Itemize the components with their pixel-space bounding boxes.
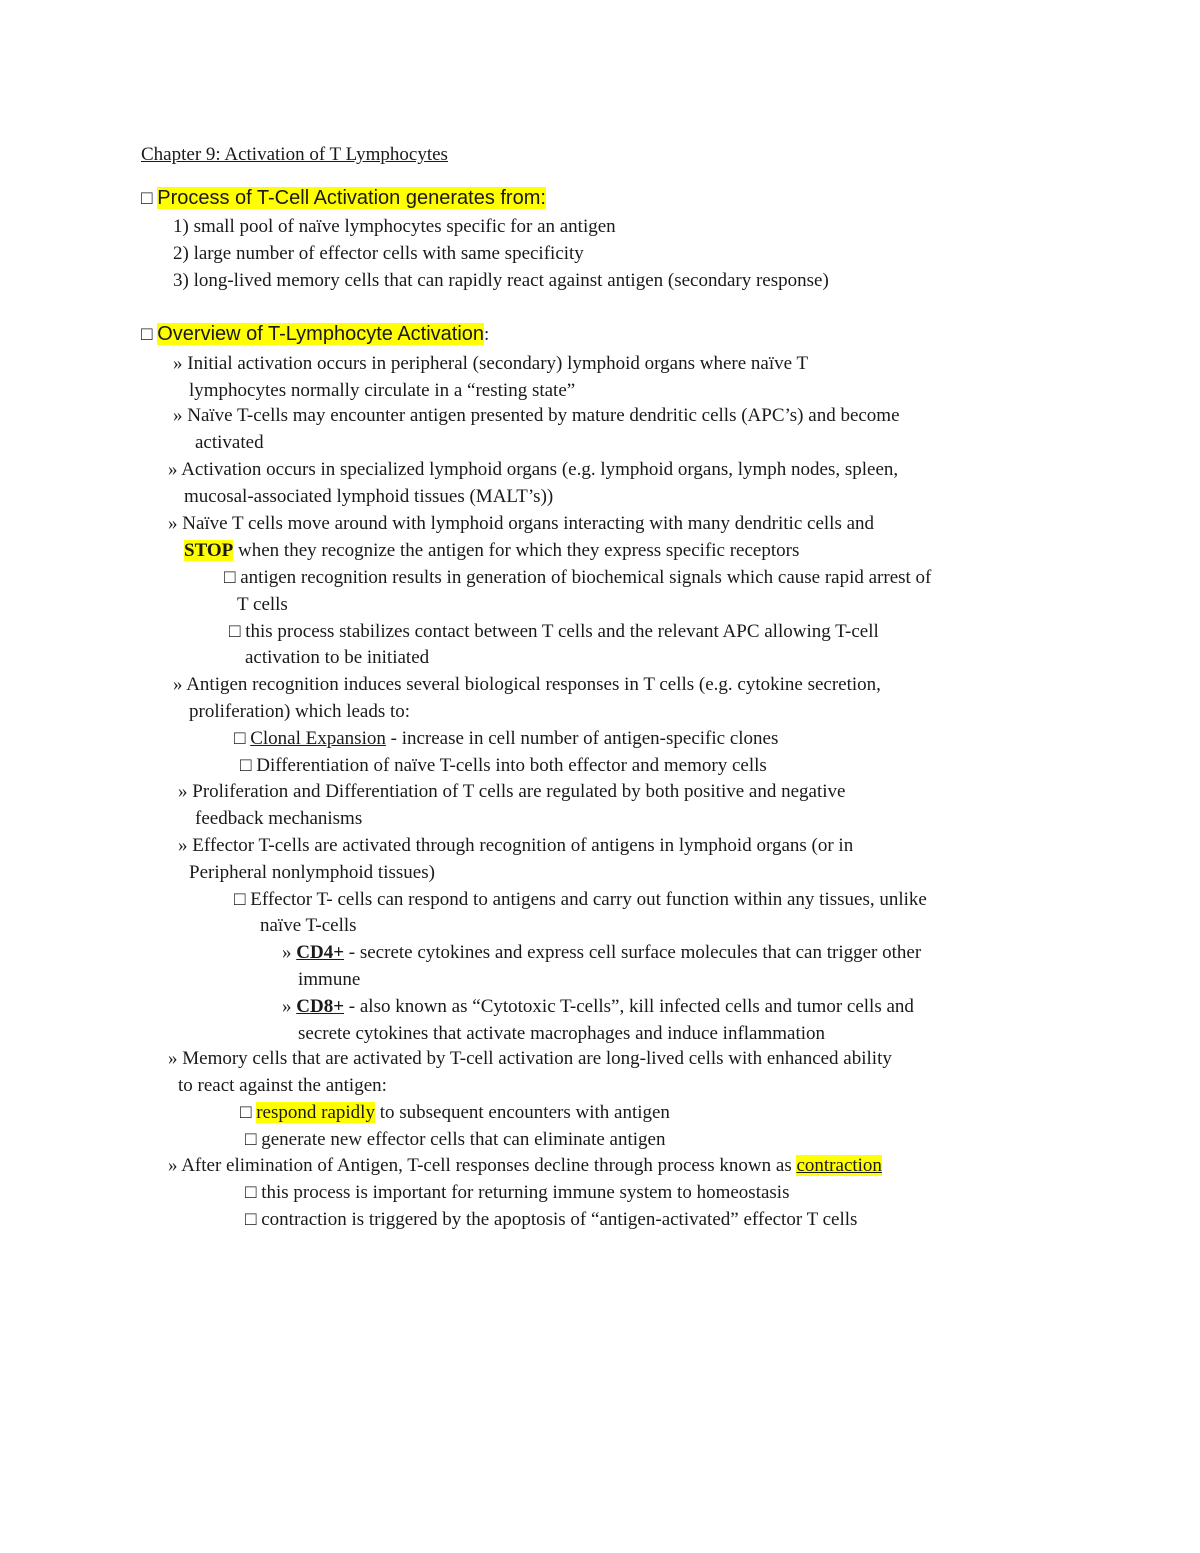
bullet-line: » Naïve T-cells may encounter antigen presented by mature dendritic cells (APC’s) and become: [173, 405, 900, 426]
section-heading-overview: [141, 322, 489, 347]
bullet-continuation: Peripheral nonlymphoid tissues): [189, 862, 435, 883]
sub-bullet-continuation: activation to be initiated: [245, 647, 430, 668]
contraction-highlight: contraction: [796, 1155, 882, 1176]
sub-bullet-line: □ contraction is triggered by the apoptosis of “antigen-activated” effector T cells: [245, 1209, 858, 1230]
bullet-continuation: proliferation) which leads to:: [189, 701, 411, 722]
page-title: Chapter 9: Activation of T Lymphocytes: [141, 144, 448, 165]
section-heading-process: [141, 186, 546, 211]
sub-bullet-line: □ generate new effector cells that can eliminate antigen: [245, 1129, 666, 1150]
sub-bullet-continuation: naïve T-cells: [260, 915, 357, 936]
highlighted-heading: Overview of T-Lymphocyte Activation: [157, 323, 485, 345]
sub-bullet-line: □ Effector T- cells can respond to antigens and carry out function within any tissues, unlike: [234, 889, 927, 910]
bullet-line: » Naïve T cells move around with lymphoid organs interacting with many dendritic cells and: [168, 513, 875, 534]
line-text: - secrete cytokines and express cell surface molecules that can trigger other: [344, 942, 922, 963]
checkbox-marker: □: [141, 324, 153, 345]
bullet-continuation: activated: [195, 432, 264, 453]
bullet-continuation: feedback mechanisms: [195, 808, 363, 829]
checkbox-marker: □: [234, 728, 251, 749]
bullet-marker: »: [282, 996, 297, 1017]
bullet-continuation: mucosal-associated lymphoid tissues (MALT’s)): [184, 486, 554, 507]
checkbox-marker: □: [141, 188, 153, 209]
bullet-line: » Memory cells that are activated by T-cell activation are long-lived cells with enhanced ability: [168, 1048, 892, 1069]
bullet-line: » Effector T-cells are activated through recognition of antigens in lymphoid organs (or in: [178, 835, 854, 856]
list-item: 3) long-lived memory cells that can rapidly react against antigen (secondary response): [173, 270, 829, 291]
sub-sub-bullet-continuation: immune: [298, 969, 361, 990]
bullet-line: » Proliferation and Differentiation of T cells are regulated by both positive and negative: [178, 781, 846, 802]
sub-bullet-line: □ this process stabilizes contact between T cells and the relevant APC allowing T-cell: [229, 621, 879, 642]
list-item: 1) small pool of naïve lymphocytes specific for an antigen: [173, 216, 616, 237]
sub-sub-bullet-line: [282, 941, 921, 965]
stop-highlight: STOP: [184, 540, 234, 561]
bullet-continuation: [184, 539, 799, 563]
bullet-continuation: to react against the antigen:: [178, 1075, 387, 1096]
sub-sub-bullet-continuation: secrete cytokines that activate macrophages and induce inflammation: [298, 1023, 826, 1044]
respond-rapidly-highlight: respond rapidly: [256, 1102, 375, 1123]
checkbox-marker: □: [240, 1102, 257, 1123]
list-item: 2) large number of effector cells with same specificity: [173, 243, 584, 264]
highlighted-heading: Process of T-Cell Activation generates from:: [157, 187, 546, 209]
bullet-line: » Initial activation occurs in peripheral (secondary) lymphoid organs where naïve T: [173, 353, 809, 374]
heading-colon: :: [484, 324, 490, 345]
sub-bullet-line: □ Differentiation of naïve T-cells into both effector and memory cells: [240, 755, 767, 776]
clonal-expansion-term: Clonal Expansion: [250, 728, 386, 749]
sub-bullet-line: □ this process is important for returning immune system to homeostasis: [245, 1182, 790, 1203]
sub-bullet-line: [240, 1101, 670, 1125]
sub-bullet-continuation: T cells: [237, 594, 288, 615]
line-text: when they recognize the antigen for which they express specific receptors: [233, 540, 800, 561]
bullet-marker: »: [282, 942, 297, 963]
line-text: - increase in cell number of antigen-specific clones: [385, 728, 779, 749]
cd8-term: CD8+: [296, 996, 345, 1017]
sub-bullet-line: [234, 727, 778, 751]
bullet-line: » Activation occurs in specialized lymphoid organs (e.g. lymphoid organs, lymph nodes, spleen,: [168, 459, 899, 480]
line-text: to subsequent encounters with antigen: [374, 1102, 670, 1123]
bullet-continuation: lymphocytes normally circulate in a “resting state”: [189, 380, 576, 401]
sub-sub-bullet-line: [282, 995, 914, 1019]
line-text: - also known as “Cytotoxic T-cells”, kill infected cells and tumor cells and: [344, 996, 914, 1017]
sub-bullet-line: □ antigen recognition results in generation of biochemical signals which cause rapid arrest of: [224, 567, 932, 588]
bullet-line: » Antigen recognition induces several biological responses in T cells (e.g. cytokine secretion,: [173, 674, 881, 695]
cd4-term: CD4+: [296, 942, 345, 963]
line-text: » After elimination of Antigen, T-cell responses decline through process known as: [168, 1155, 797, 1176]
bullet-line: [168, 1154, 882, 1178]
